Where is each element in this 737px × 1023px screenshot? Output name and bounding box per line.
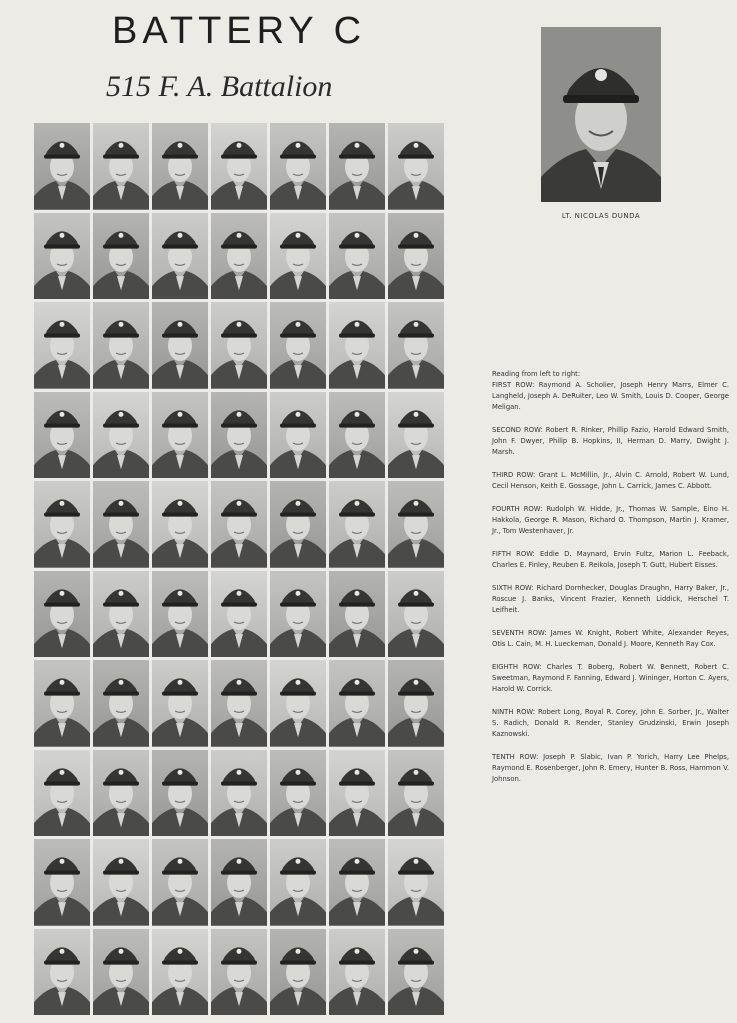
soldier-portrait <box>329 392 385 479</box>
soldier-portrait <box>211 660 267 747</box>
soldier-portrait <box>270 213 326 300</box>
soldier-portrait <box>329 213 385 300</box>
soldier-portrait <box>211 750 267 837</box>
soldier-portrait <box>270 660 326 747</box>
soldier-portrait <box>93 929 149 1016</box>
soldier-portrait <box>211 929 267 1016</box>
soldier-portrait <box>93 481 149 568</box>
soldier-portrait <box>270 571 326 658</box>
soldier-portrait <box>329 750 385 837</box>
soldier-portrait <box>152 481 208 568</box>
soldier-portrait <box>270 302 326 389</box>
soldier-portrait <box>211 123 267 210</box>
soldier-portrait <box>270 839 326 926</box>
soldier-portrait <box>93 660 149 747</box>
soldier-portrait <box>152 839 208 926</box>
soldier-portrait <box>34 481 90 568</box>
soldier-portrait <box>388 750 444 837</box>
soldier-portrait <box>152 660 208 747</box>
soldier-portrait <box>93 123 149 210</box>
legend-row: NINTH ROW: Robert Long, Royal R. Corey, John E. Sorber, Jr., Walter S. Radich, Donald R. Render, Stanley Grudzinski, Erwin Joseph Kaznowski. <box>492 708 729 738</box>
soldier-portrait <box>211 481 267 568</box>
soldier-portrait <box>34 750 90 837</box>
legend-row: FOURTH ROW: Rudolph W. Hidde, Jr., Thomas W. Sample, Eino H. Hakkola, George R. Mason, Richard O. Thompson, Martin J. Kramer, Jr., Tom Westenhaver, Jr. <box>492 505 729 535</box>
soldier-portrait <box>270 123 326 210</box>
soldier-portrait <box>388 123 444 210</box>
soldier-portrait <box>34 839 90 926</box>
soldier-portrait <box>388 929 444 1016</box>
soldier-portrait <box>93 571 149 658</box>
legend-row: FIRST ROW: Raymond A. Scholier, Joseph Henry Marrs, Elmer C. Langheld, Joseph A. DeRuiter, Leo W. Smith, Louis D. Cooper, George Meligan. <box>492 381 729 411</box>
officer-caption: LT. NICOLAS DUNDA <box>561 212 641 220</box>
legend-row: SIXTH ROW: Richard Dornhecker, Douglas Draughn, Harry Baker, Jr., Roscue J. Banks, Vincent Frazier, Kenneth Liddick, Herschel T. Leifheit. <box>492 584 729 614</box>
soldier-portrait <box>211 302 267 389</box>
portrait-grid <box>34 123 444 1015</box>
soldier-portrait <box>211 213 267 300</box>
soldier-portrait <box>329 481 385 568</box>
soldier-portrait <box>211 392 267 479</box>
soldier-portrait <box>329 929 385 1016</box>
legend-row: EIGHTH ROW: Charles T. Boberg, Robert W. Bennett, Robert C. Sweetman, Raymond F. Fanning, Edward J. Wininger, Horton C. Ayers, Harold W. Corrick. <box>492 663 729 693</box>
soldier-portrait <box>388 392 444 479</box>
soldier-portrait <box>152 929 208 1016</box>
legend <box>492 369 729 785</box>
soldier-portrait <box>329 571 385 658</box>
soldier-portrait <box>270 929 326 1016</box>
soldier-portrait <box>34 302 90 389</box>
soldier-portrait <box>152 123 208 210</box>
soldier-portrait <box>93 750 149 837</box>
soldier-portrait <box>152 302 208 389</box>
soldier-portrait <box>152 392 208 479</box>
soldier-portrait <box>270 481 326 568</box>
soldier-portrait <box>93 392 149 479</box>
soldier-portrait <box>329 123 385 210</box>
soldier-portrait <box>152 571 208 658</box>
soldier-portrait <box>34 929 90 1016</box>
soldier-portrait <box>34 571 90 658</box>
legend-row: SEVENTH ROW: James W. Knight, Robert White, Alexander Reyes, Otis L. Cain, M. H. Lueckeman, Donald J. Moore, Kenneth Ray Cox. <box>492 629 729 648</box>
officer-portrait <box>541 27 661 202</box>
soldier-portrait <box>388 571 444 658</box>
soldier-portrait <box>388 660 444 747</box>
soldier-portrait <box>211 839 267 926</box>
soldier-portrait <box>388 302 444 389</box>
legend-intro: Reading from left to right: <box>492 370 581 378</box>
soldier-portrait <box>34 660 90 747</box>
legend-row: TENTH ROW: Joseph P. Slabic, Ivan P. Yorich, Harry Lee Phelps, Raymond E. Rosenberger, John R. Emery, Hunter B. Ross, Hammon V. Johnson. <box>492 753 729 783</box>
page-title: BATTERY C <box>112 10 367 52</box>
soldier-portrait <box>211 571 267 658</box>
soldier-portrait <box>34 123 90 210</box>
soldier-portrait <box>329 839 385 926</box>
legend-row: SECOND ROW: Robert R. Rinker, Phillip Fazio, Harold Edward Smith, John F. Dwyer, Philip B. Hopkins, II, Herman D. Marry, Dwight J. Marsh. <box>492 426 729 456</box>
soldier-portrait <box>93 213 149 300</box>
legend-row: FIFTH ROW: Eddie D. Maynard, Ervin Fultz, Marion L. Feeback, Charles E. Finley, Reuben E. Reikola, Joseph T. Gutt, Hubert Eisses. <box>492 550 729 569</box>
soldier-portrait <box>152 750 208 837</box>
soldier-portrait <box>388 213 444 300</box>
page-subtitle: 515 F. A. Battalion <box>106 70 333 103</box>
legend-row: THIRD ROW: Grant L. McMillin, Jr., Alvin C. Arnold, Robert W. Lund, Cecil Henson, Keith E. Gossage, John L. Carrick, James C. Abbott. <box>492 471 729 490</box>
soldier-portrait <box>152 213 208 300</box>
soldier-portrait <box>93 839 149 926</box>
soldier-portrait <box>93 302 149 389</box>
soldier-portrait <box>270 392 326 479</box>
soldier-portrait <box>329 660 385 747</box>
soldier-portrait <box>270 750 326 837</box>
soldier-portrait <box>34 213 90 300</box>
soldier-portrait <box>329 302 385 389</box>
soldier-portrait <box>34 392 90 479</box>
soldier-portrait <box>388 839 444 926</box>
soldier-portrait <box>388 481 444 568</box>
